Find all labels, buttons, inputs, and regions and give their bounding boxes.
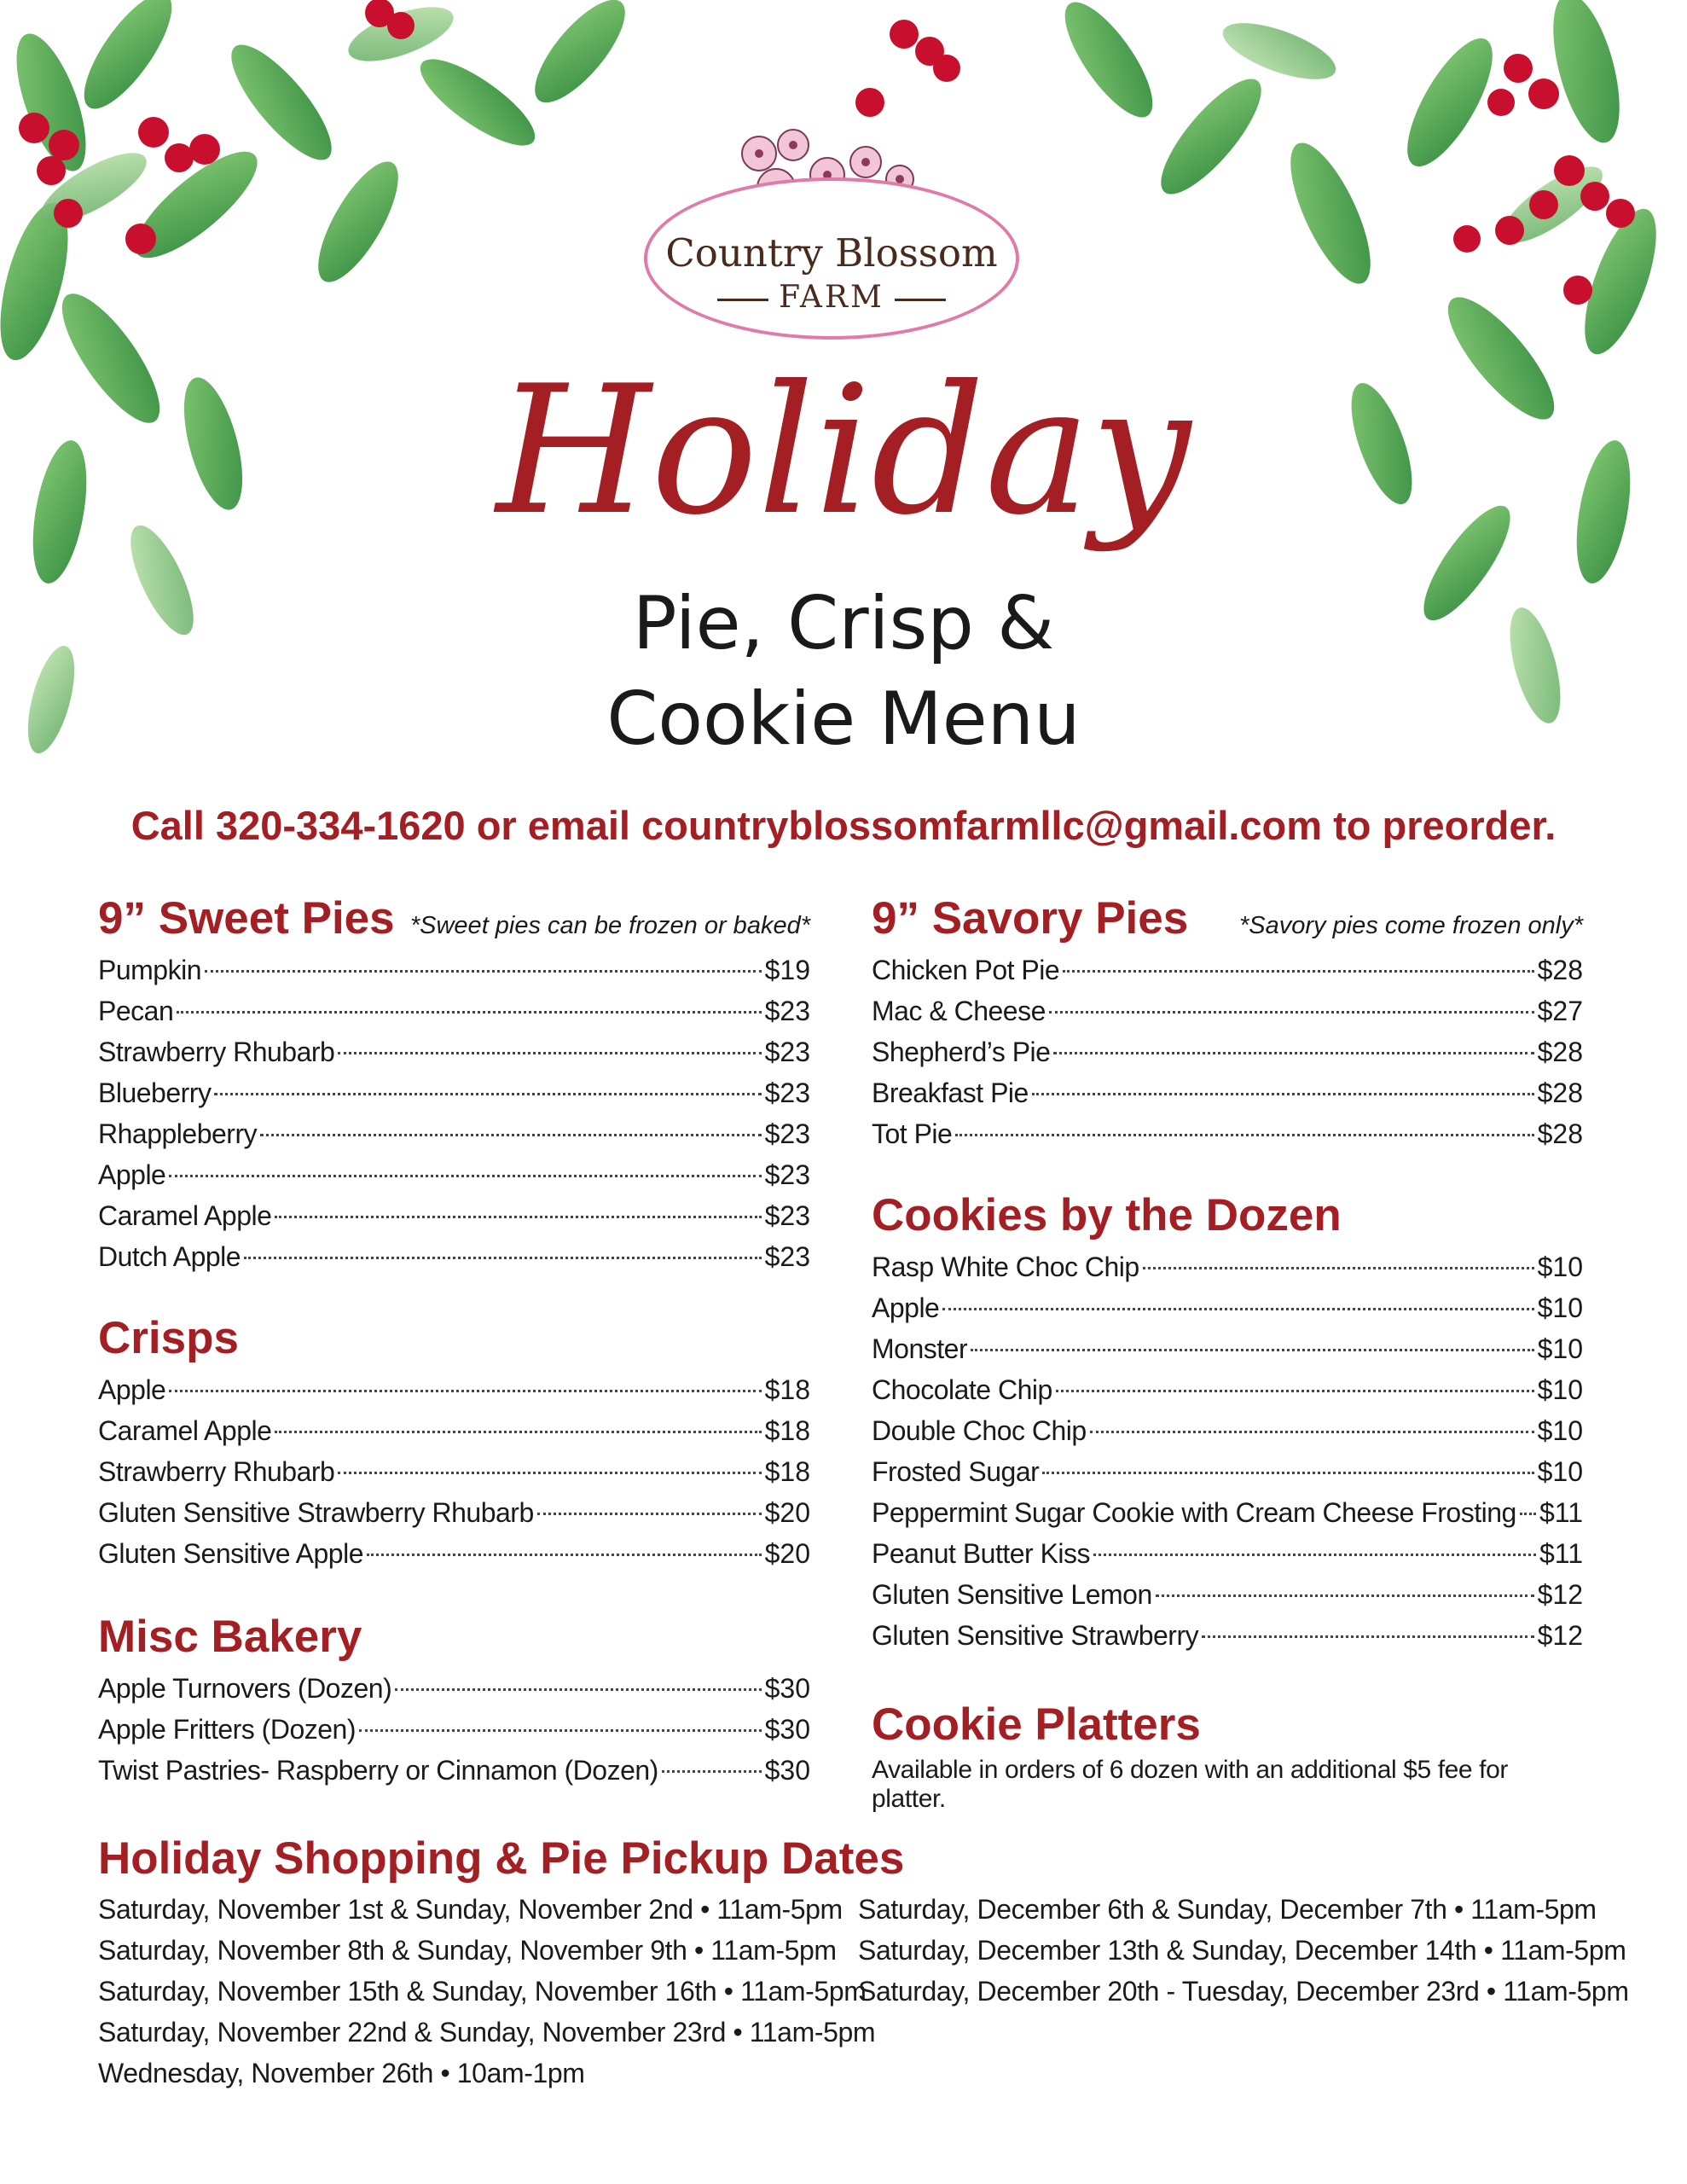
menu-item-name: Gluten Sensitive Apple [98,1538,363,1569]
menu-item-row [98,1668,810,1709]
menu-item-name: Monster [872,1333,968,1364]
menu-item-name: Peppermint Sugar Cookie with Cream Cheese Frosting [872,1497,1516,1528]
dot-leader [1063,970,1533,973]
contact-line: Call 320-334-1620 or email countryblossomfarmllc@gmail.com to preorder. [130,803,1557,848]
menu-item-price: $18 [764,1374,810,1405]
menu-item-row [872,1287,1583,1328]
dot-leader [1032,1093,1534,1095]
dot-leader [1156,1594,1534,1597]
pickup-date-line: Saturday, November 1st & Sunday, November 2nd • 11am-5pm [98,1894,843,1925]
menu-item-name: Tot Pie [872,1118,953,1149]
menu-item-name: Chocolate Chip [872,1374,1052,1405]
dot-leader [1093,1554,1536,1556]
item-list [98,1369,810,1574]
dot-leader [177,1011,761,1014]
cookies-section [872,1190,1583,1656]
menu-item-row [872,1492,1583,1533]
menu-item-price: $23 [764,1077,810,1108]
menu-subtitle-line2: Cookie Menu [606,677,1081,762]
menu-item-price: $10 [1537,1415,1583,1446]
menu-item-price: $23 [764,1159,810,1190]
menu-item-name: Shepherd’s Pie [872,1037,1051,1067]
pickup-date-line: Saturday, November 15th & Sunday, November 16th • 11am-5pm [98,1976,867,2007]
logo-farm-name: Country Blossom [665,230,998,276]
menu-item-price: $10 [1537,1374,1583,1405]
logo-farm-label: FARM [644,280,1019,315]
menu-item-name: Dutch Apple [98,1241,241,1272]
menu-item-row [98,1410,810,1451]
menu-item-name: Strawberry Rhubarb [98,1456,335,1487]
menu-item-price: $10 [1537,1292,1583,1323]
item-list [98,1668,810,1791]
cookie-platters-section [872,1699,1583,1814]
menu-item-price: $19 [764,955,810,985]
menu-item-price: $23 [764,1037,810,1067]
menu-item-row [872,1410,1583,1451]
dot-leader [1143,1267,1534,1269]
section-note: *Savory pies come frozen only* [1239,912,1583,939]
menu-item-name: Pecan [98,996,174,1026]
item-list [98,950,810,1277]
dot-leader [395,1688,761,1691]
platters-description: Available in orders of 6 dozen with an additional $5 fee for platter. [872,1756,1508,1813]
menu-item-name: Breakfast Pie [872,1077,1029,1108]
pickup-dates-december [858,1889,1629,2012]
menu-item-price: $30 [764,1714,810,1745]
menu-item-name: Apple Turnovers (Dozen) [98,1673,392,1704]
menu-item-price: $30 [764,1755,810,1786]
menu-item-row [98,1533,810,1574]
menu-item-name: Apple Fritters (Dozen) [98,1714,356,1745]
menu-item-row [98,1113,810,1154]
menu-item-price: $23 [764,1118,810,1149]
menu-item-name: Gluten Sensitive Lemon [872,1579,1152,1610]
menu-item-price: $23 [764,996,810,1026]
menu-item-row [872,1369,1583,1410]
menu-item-price: $23 [764,1241,810,1272]
dot-leader [1049,1011,1534,1014]
pickup-date-line: Saturday, November 8th & Sunday, November 9th • 11am-5pm [98,1935,837,1966]
section-title: Cookie Platters [872,1699,1201,1750]
dot-leader [955,1134,1533,1136]
menu-item-row [98,1451,810,1492]
farm-logo [644,128,1019,346]
dot-leader [169,1390,761,1392]
menu-item-price: $18 [764,1456,810,1487]
menu-item-row [872,1113,1583,1154]
dot-leader [1056,1390,1534,1392]
menu-item-row [98,1072,810,1113]
menu-item-name: Frosted Sugar [872,1456,1040,1487]
menu-item-price: $28 [1537,1118,1583,1149]
pickup-date-line: Wednesday, November 26th • 10am-1pm [98,2058,585,2088]
menu-item-row [98,1492,810,1533]
menu-item-name: Peanut Butter Kiss [872,1538,1091,1569]
dot-leader [1090,1431,1534,1433]
menu-item-row [872,1451,1583,1492]
menu-item-row [98,1154,810,1195]
menu-item-row [98,950,810,990]
menu-item-price: $30 [764,1673,810,1704]
menu-item-price: $28 [1537,955,1583,985]
dot-leader [537,1513,762,1515]
item-list [872,950,1583,1154]
menu-item-name: Gluten Sensitive Strawberry [872,1620,1199,1651]
menu-item-row [98,1750,810,1791]
misc-bakery-section [98,1614,810,1791]
section-title: Misc Bakery [98,1612,362,1662]
menu-item-name: Strawberry Rhubarb [98,1037,335,1067]
menu-item-name: Rasp White Choc Chip [872,1252,1139,1282]
dot-leader [1520,1513,1536,1515]
menu-item-row [98,990,810,1031]
pickup-date-line: Saturday, December 13th & Sunday, December 14th • 11am-5pm [858,1935,1626,1966]
menu-item-row [872,950,1583,990]
menu-item-row [872,990,1583,1031]
menu-item-price: $11 [1539,1497,1583,1528]
dot-leader [1202,1635,1534,1638]
menu-item-price: $20 [764,1497,810,1528]
dot-leader [275,1216,761,1218]
menu-item-row [872,1615,1583,1656]
pickup-date-line: Saturday, November 22nd & Sunday, November 23rd • 11am-5pm [98,2017,876,2048]
section-title: Crisps [98,1313,239,1363]
menu-item-price: $27 [1537,996,1583,1026]
dot-leader [214,1093,761,1095]
menu-item-price: $12 [1537,1579,1583,1610]
menu-item-row [872,1328,1583,1369]
savory-pies-section [872,893,1583,1154]
menu-item-row [872,1031,1583,1072]
menu-item-row [872,1533,1583,1574]
menu-item-price: $10 [1537,1333,1583,1364]
menu-item-row [98,1709,810,1750]
menu-item-row [872,1574,1583,1615]
menu-item-price: $20 [764,1538,810,1569]
crisps-section [98,1313,810,1574]
dot-leader [1042,1472,1533,1474]
dot-leader [260,1134,762,1136]
menu-item-price: $10 [1537,1252,1583,1282]
menu-item-price: $28 [1537,1077,1583,1108]
dot-leader [971,1349,1534,1351]
dot-leader [275,1431,761,1433]
menu-item-name: Apple [98,1159,166,1190]
menu-item-price: $18 [764,1415,810,1446]
menu-item-price: $28 [1537,1037,1583,1067]
menu-item-name: Twist Pastries- Raspberry or Cinnamon (Dozen) [98,1755,658,1786]
dot-leader [244,1257,762,1259]
menu-item-row [98,1369,810,1410]
menu-item-price: $10 [1537,1456,1583,1487]
menu-item-row [98,1236,810,1277]
menu-item-name: Gluten Sensitive Strawberry Rhubarb [98,1497,534,1528]
sweet-pies-section [98,893,810,1277]
pickup-dates-november [98,1889,875,2094]
menu-item-row [872,1246,1583,1287]
section-title: 9” Sweet Pies [98,893,395,944]
menu-item-name: Chicken Pot Pie [872,955,1060,985]
dot-leader [367,1554,762,1556]
menu-item-name: Blueberry [98,1077,212,1108]
menu-item-row [98,1031,810,1072]
menu-item-name: Caramel Apple [98,1200,272,1231]
menu-item-name: Apple [872,1292,940,1323]
menu-item-name: Rhappleberry [98,1118,258,1149]
menu-item-name: Caramel Apple [98,1415,272,1446]
menu-title: Holiday [496,348,1191,555]
menu-item-name: Double Choc Chip [872,1415,1087,1446]
menu-item-name: Mac & Cheese [872,996,1046,1026]
section-note: *Sweet pies can be frozen or baked* [409,912,810,939]
dot-leader [359,1729,762,1732]
section-title: Cookies by the Dozen [872,1190,1342,1240]
menu-subtitle-line1: Pie, Crisp & [632,581,1055,666]
menu-item-price: $11 [1539,1538,1583,1569]
menu-item-name: Pumpkin [98,955,201,985]
dot-leader [942,1308,1533,1310]
menu-item-row [872,1072,1583,1113]
pickup-date-line: Saturday, December 6th & Sunday, December 7th • 11am-5pm [858,1894,1597,1925]
menu-item-row [98,1195,810,1236]
menu-item-name: Apple [98,1374,166,1405]
dot-leader [169,1175,761,1177]
dot-leader [1053,1052,1533,1054]
dot-leader [338,1472,761,1474]
item-list [872,1246,1583,1656]
menu-item-price: $23 [764,1200,810,1231]
pickup-date-line: Saturday, December 20th - Tuesday, December 23rd • 11am-5pm [858,1976,1629,2007]
dot-leader [662,1770,762,1773]
dot-leader [205,970,762,973]
pickup-dates-title: Holiday Shopping & Pie Pickup Dates [98,1833,905,1884]
section-title: 9” Savory Pies [872,893,1189,944]
menu-item-price: $12 [1537,1620,1583,1651]
dot-leader [338,1052,761,1054]
